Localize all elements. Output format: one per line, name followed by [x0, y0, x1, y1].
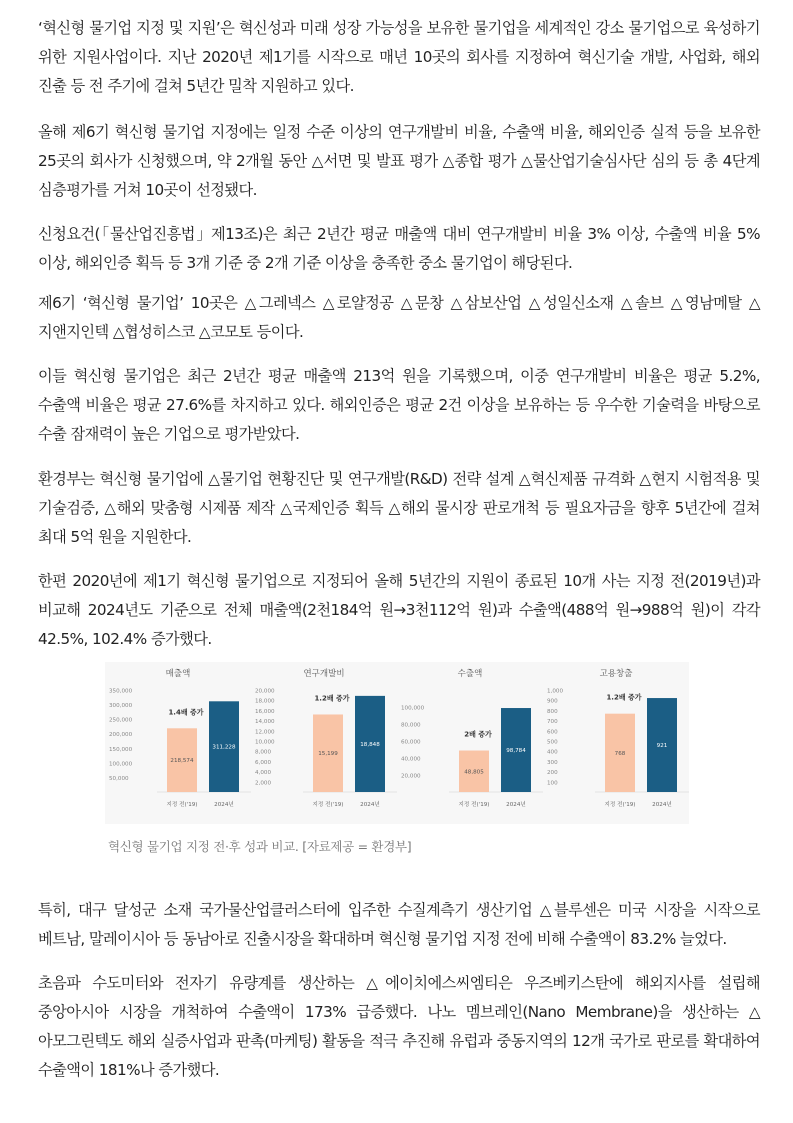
- y-tick-label: 4,000: [255, 770, 272, 777]
- y-tick-label: 16,000: [255, 708, 275, 715]
- y-tick-label: 350,000: [109, 688, 133, 695]
- y-tick-label: 600: [547, 729, 558, 736]
- y-tick-label: 100: [547, 780, 558, 787]
- y-tick-label: 10,000: [255, 739, 275, 746]
- x-tick-label: 지정 전('19): [604, 802, 636, 808]
- chart-title: 고용창출: [599, 669, 633, 679]
- y-tick-label: 20,000: [401, 773, 421, 780]
- y-tick-label: 200,000: [109, 732, 133, 739]
- paragraph-support-details: 환경부는 혁신형 물기업에 △물기업 현황진단 및 연구개발(R&D) 전략 설계 △혁신제품 규격화 △현지 시험적용 및 기술검증, △해외 맞춤형 시제품 제작 △국제인증 획득 △해외 물시장 판로개척 등 필요자금을 향후 5년간에 걸쳐 최대 5억 원을 지원한다.: [38, 470, 760, 546]
- paragraph-selected-companies: 제6기 ‘혁신형 물기업’ 10곳은 △그레넥스 △로얄정공 △문창 △삼보산업 △성일신소재 △솔브 △영남메탈 △지앤지인텍 △협성히스코 △코모토 등이다.: [38, 294, 760, 341]
- y-tick-label: 40,000: [401, 756, 421, 763]
- growth-annotation: 2배 증가: [464, 730, 492, 739]
- y-tick-label: 400: [547, 749, 558, 756]
- y-tick-label: 800: [547, 708, 558, 715]
- y-tick-label: 2,000: [255, 780, 272, 787]
- bar-value-label: 311,228: [212, 744, 236, 751]
- growth-annotation: 1.2배 증가: [606, 693, 642, 702]
- x-tick-label: 2024년: [214, 802, 234, 808]
- x-tick-label: 지정 전('19): [312, 802, 344, 808]
- y-tick-label: 1,000: [547, 688, 564, 695]
- y-tick-label: 500: [547, 739, 558, 746]
- figure-caption: 혁신형 물기업 지정 전·후 성과 비교. [자료제공 = 환경부]: [108, 839, 412, 854]
- y-tick-label: 6,000: [255, 759, 272, 766]
- y-tick-label: 200: [547, 770, 558, 777]
- paragraph-bluesen-case: 특히, 대구 달성군 소재 국가물산업클러스터에 입주한 수질계측기 생산기업 △블루센은 미국 시장을 시작으로 베트남, 말레이시아 등 동남아로 진출시장을 확대하며 혁신형 물기업 지정 전에 비해 수출액이 83.2% 늘었다.: [38, 901, 760, 948]
- x-tick-label: 지정 전('19): [458, 802, 490, 808]
- paragraph-intro: ‘혁신형 물기업 지정 및 지원’은 혁신성과 미래 성장 가능성을 보유한 물기업을 세계적인 강소 물기업으로 육성하기 위한 지원사업이다. 지난 2020년 제1기를 시작으로 매년 10곳의 회사를 지정하여 혁신기술 개발, 사업화, 해외 진출 등 전 주기에 걸쳐 5년간 밀착 지원하고 있다.: [38, 19, 760, 95]
- chart-employment: [543, 662, 689, 824]
- growth-annotation: 1.2배 증가: [314, 694, 350, 703]
- x-tick-label: 2024년: [652, 802, 672, 808]
- y-tick-label: 700: [547, 719, 558, 726]
- bar-value-label: 15,199: [318, 751, 338, 758]
- paragraph-selection-process: 올해 제6기 혁신형 물기업 지정에는 일정 수준 이상의 연구개발비 비율, 수출액 비율, 해외인증 실적 등을 보유한 25곳의 회사가 신청했으며, 약 2개월 동안 △서면 및 발표 평가 △종합 평가 △물산업기술심사단 심의 등 총 4단계 심층평가를 거쳐 10곳이 선정됐다.: [38, 123, 760, 199]
- y-tick-label: 900: [547, 698, 558, 705]
- y-tick-label: 100,000: [109, 761, 133, 768]
- y-tick-label: 14,000: [255, 719, 275, 726]
- bar-value-label: 98,784: [506, 748, 526, 755]
- y-tick-label: 50,000: [109, 775, 129, 782]
- chart-title: 매출액: [165, 669, 191, 679]
- paragraph-requirements: 신청요건(｢물산업진흥법｣ 제13조)은 최근 2년간 평균 매출액 대비 연구개발비 비율 3% 이상, 수출액 비율 5% 이상, 해외인증 획득 등 3개 기준 중 2개 기준 이상을 충족한 중소 물기업이 해당된다.: [38, 225, 760, 272]
- growth-annotation: 1.4배 증가: [168, 708, 204, 717]
- y-tick-label: 60,000: [401, 739, 421, 746]
- y-tick-label: 150,000: [109, 746, 133, 753]
- y-tick-label: 18,000: [255, 698, 275, 705]
- chart-rnd-expense: [251, 662, 397, 824]
- bar-value-label: 18,848: [360, 741, 380, 748]
- chart-exports: [397, 662, 543, 824]
- bar-value-label: 218,574: [170, 758, 194, 765]
- y-tick-label: 300: [547, 759, 558, 766]
- bar-value-label: 768: [614, 750, 626, 757]
- y-tick-label: 100,000: [401, 705, 425, 712]
- bar-value-label: 921: [656, 743, 668, 750]
- chart-title: 수출액: [457, 669, 483, 679]
- performance-comparison-figure: [105, 662, 680, 824]
- y-tick-label: 250,000: [109, 717, 133, 724]
- x-tick-label: 2024년: [506, 802, 526, 808]
- x-tick-label: 2024년: [360, 802, 380, 808]
- paragraph-company-stats: 이들 혁신형 물기업은 최근 2년간 평균 매출액 213억 원을 기록했으며, 이중 연구개발비 비율은 평균 5.2%, 수출액 비율은 평균 27.6%를 차지하고 있다. 해외인증은 평균 2건 이상을 보유하는 등 우수한 기술력을 바탕으로 수출 잠재력이 높은 기업으로 평가받았다.: [38, 367, 760, 443]
- y-tick-label: 12,000: [255, 729, 275, 736]
- paragraph-other-cases: 초음파 수도미터와 전자기 유량계를 생산하는 △에이치에스씨엠티은 우즈베키스탄에 해외지사를 설립해 중앙아시아 시장을 개척하여 수출액이 173% 급증했다. 나노 멤브레인(Nano Membrane)을 생산하는 △아모그린텍도 해외 실증사업과 판촉(마케팅) 활동을 적극 추진해 유럽과 중동지역의 12개 국가로 판로를 확대하여 수출액이 181%나 증가했다.: [38, 974, 760, 1079]
- y-tick-label: 8,000: [255, 749, 272, 756]
- y-tick-label: 80,000: [401, 722, 421, 729]
- bar-value-label: 48,805: [464, 769, 484, 776]
- y-tick-label: 20,000: [255, 688, 275, 695]
- chart-title: 연구개발비: [303, 669, 345, 679]
- x-tick-label: 지정 전('19): [166, 802, 198, 808]
- chart-revenue: [105, 662, 251, 824]
- paragraph-first-cohort-results: 한편 2020년에 제1기 혁신형 물기업으로 지정되어 올해 5년간의 지원이 종료된 10개 사는 지정 전(2019년)과 비교해 2024년도 기준으로 전체 매출액(2천184억 원→3천112억 원)과 수출액(488억 원→988억 원)이 각각 42.5%, 102.4% 증가했다.: [38, 572, 760, 648]
- y-tick-label: 300,000: [109, 703, 133, 710]
